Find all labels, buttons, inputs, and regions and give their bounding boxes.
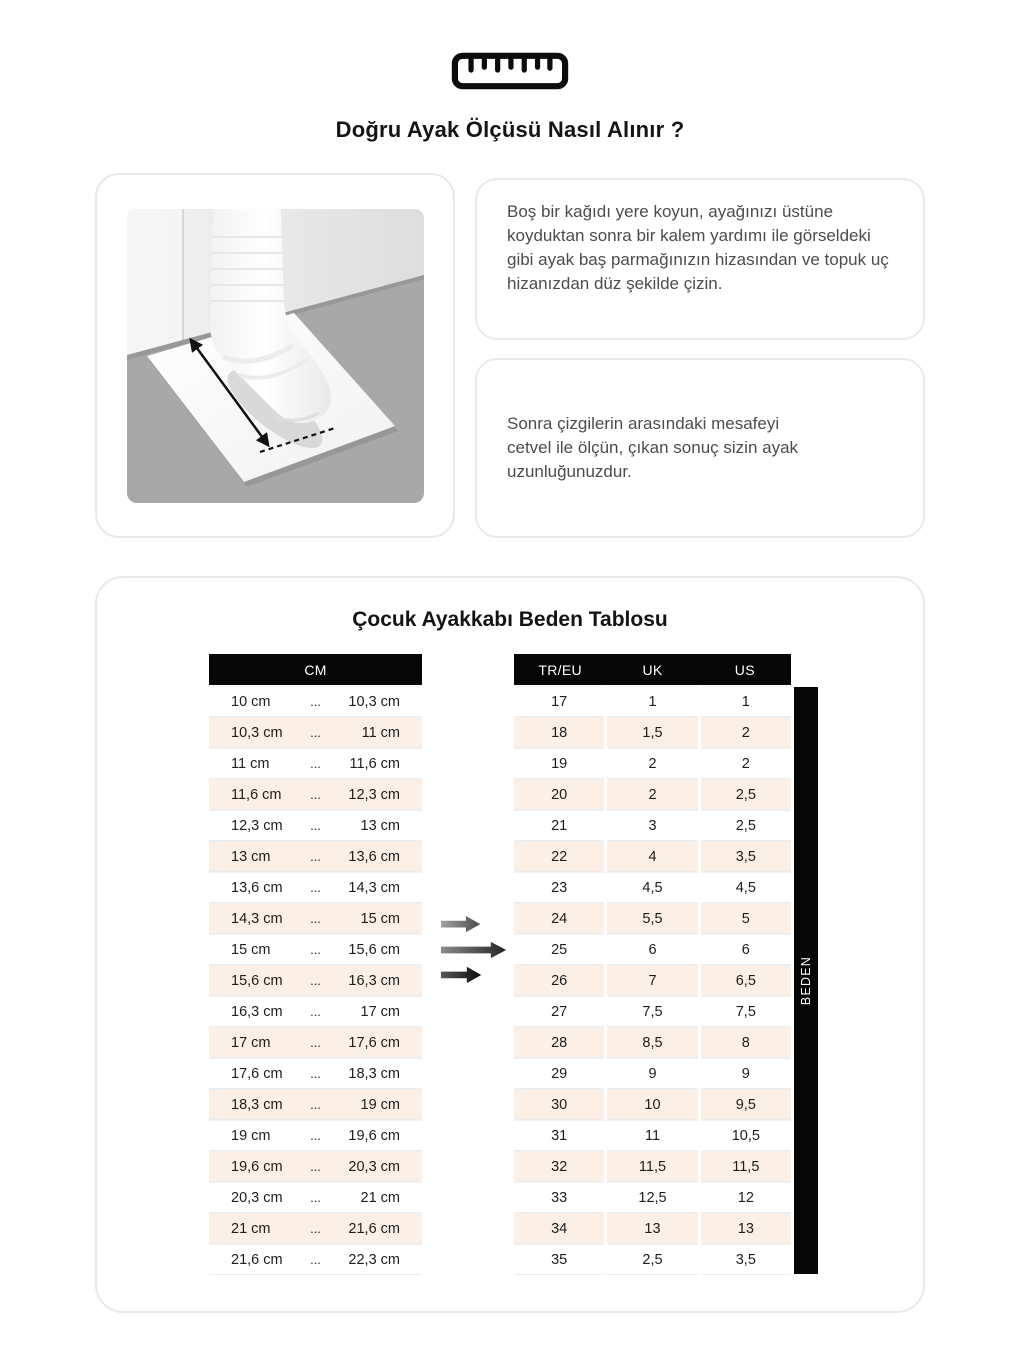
- size-row: [514, 1028, 791, 1057]
- cm-range-separator: ...: [310, 756, 321, 771]
- size-cell-us: 10,5: [701, 1121, 791, 1150]
- cm-range-separator: ...: [310, 1252, 321, 1267]
- size-cell-uk: 12,5: [607, 1183, 697, 1212]
- size-cell-tr-eu: 25: [514, 935, 604, 964]
- size-cell-uk: 2: [607, 780, 697, 809]
- size-block: [514, 654, 818, 1276]
- size-row: [514, 997, 791, 1026]
- cm-range-row: [209, 780, 422, 809]
- cm-range-from: 19,6 cm: [231, 1158, 283, 1175]
- foot-measurement-photo-card: [95, 173, 455, 538]
- cm-range-to: 14,3 cm: [348, 879, 400, 896]
- size-row: [514, 718, 791, 747]
- size-row: [514, 1214, 791, 1243]
- cm-range-separator: ...: [310, 818, 321, 833]
- size-cell-uk: 9: [607, 1059, 697, 1088]
- cm-range-from: 11 cm: [231, 755, 270, 772]
- size-cell-us: 2: [701, 718, 791, 747]
- cm-table-rows: [209, 687, 422, 1274]
- foot-measurement-photo: [127, 209, 424, 503]
- size-row: [514, 1121, 791, 1150]
- size-cell-tr-eu: 27: [514, 997, 604, 1026]
- cm-range-to: 12,3 cm: [348, 786, 400, 803]
- cm-range-to: 21 cm: [360, 1189, 400, 1206]
- cm-range-to: 19 cm: [360, 1096, 400, 1113]
- cm-range-from: 18,3 cm: [231, 1096, 283, 1113]
- ruler-icon: [449, 52, 571, 90]
- instruction-text-2: Sonra çizgilerin arasındaki mesafeyi cetvel ile ölçün, çıkan sonuç sizin ayak uzunluğunuzdur.: [507, 413, 799, 482]
- cm-range-separator: ...: [310, 787, 321, 802]
- cm-range-from: 21 cm: [231, 1220, 271, 1237]
- size-row: [514, 935, 791, 964]
- beden-vertical-label: BEDEN: [794, 687, 818, 1274]
- size-row: [514, 1090, 791, 1119]
- size-cell-tr-eu: 21: [514, 811, 604, 840]
- size-cell-tr-eu: 34: [514, 1214, 604, 1243]
- size-cell-us: 6: [701, 935, 791, 964]
- size-cell-us: 8: [701, 1028, 791, 1057]
- cm-range-row: [209, 842, 422, 871]
- cm-range-row: [209, 1183, 422, 1212]
- cm-range-separator: ...: [310, 849, 321, 864]
- cm-range-from: 15,6 cm: [231, 972, 283, 989]
- page-title: Doğru Ayak Ölçüsü Nasıl Alınır ?: [335, 117, 685, 142]
- size-cell-tr-eu: 20: [514, 780, 604, 809]
- size-cell-us: 2,5: [701, 780, 791, 809]
- size-cell-us: 3,5: [701, 1245, 791, 1274]
- cm-range-separator: ...: [310, 942, 321, 957]
- cm-range-to: 18,3 cm: [348, 1065, 400, 1082]
- size-table-header: [514, 654, 791, 685]
- cm-range-from: 16,3 cm: [231, 1003, 283, 1020]
- size-row: [514, 1152, 791, 1181]
- size-cell-tr-eu: 18: [514, 718, 604, 747]
- size-cell-uk: 11,5: [607, 1152, 697, 1181]
- size-cell-tr-eu: 35: [514, 1245, 604, 1274]
- cm-range-from: 10,3 cm: [231, 724, 283, 741]
- size-cell-tr-eu: 32: [514, 1152, 604, 1181]
- cm-range-to: 19,6 cm: [348, 1127, 400, 1144]
- cm-range-separator: ...: [310, 694, 321, 709]
- cm-range-to: 13 cm: [360, 817, 400, 834]
- cm-range-from: 20,3 cm: [231, 1189, 283, 1206]
- transfer-arrows-icon: [439, 914, 510, 991]
- size-cell-tr-eu: 30: [514, 1090, 604, 1119]
- size-cell-tr-eu: 28: [514, 1028, 604, 1057]
- size-cell-uk: 7: [607, 966, 697, 995]
- cm-range-from: 13,6 cm: [231, 879, 283, 896]
- cm-range-row: [209, 1245, 422, 1274]
- cm-range-to: 13,6 cm: [348, 848, 400, 865]
- size-cell-tr-eu: 31: [514, 1121, 604, 1150]
- size-cell-us: 4,5: [701, 873, 791, 902]
- size-table-section: [95, 576, 925, 1313]
- size-row: [514, 687, 791, 716]
- cm-range-separator: ...: [310, 1066, 321, 1081]
- size-table-rows: [514, 687, 791, 1274]
- cm-range-from: 11,6 cm: [231, 786, 282, 803]
- cm-range-to: 16,3 cm: [348, 972, 400, 989]
- cm-range-row: [209, 935, 422, 964]
- size-cell-uk: 8,5: [607, 1028, 697, 1057]
- size-cell-us: 2: [701, 749, 791, 778]
- size-table-title: Çocuk Ayakkabı Beden Tablosu: [352, 608, 668, 631]
- cm-range-to: 21,6 cm: [348, 1220, 400, 1237]
- size-cell-uk: 1: [607, 687, 697, 716]
- cm-range-separator: ...: [310, 725, 321, 740]
- cm-range-from: 19 cm: [231, 1127, 271, 1144]
- size-cell-us: 7,5: [701, 997, 791, 1026]
- cm-range-row: [209, 997, 422, 1026]
- cm-range-to: 15,6 cm: [348, 941, 400, 958]
- header-icon-wrap: [0, 0, 1020, 95]
- tables-row: [97, 654, 923, 1276]
- size-cell-uk: 4: [607, 842, 697, 871]
- size-cell-tr-eu: 23: [514, 873, 604, 902]
- size-cell-uk: 2,5: [607, 1245, 697, 1274]
- cm-range-separator: ...: [310, 1004, 321, 1019]
- size-cell-uk: 11: [607, 1121, 697, 1150]
- intro-section: [95, 173, 925, 538]
- size-cell-uk: 10: [607, 1090, 697, 1119]
- cm-range-to: 17,6 cm: [348, 1034, 400, 1051]
- size-cell-tr-eu: 17: [514, 687, 604, 716]
- cm-range-separator: ...: [310, 1159, 321, 1174]
- cm-range-separator: ...: [310, 1035, 321, 1050]
- cm-range-to: 22,3 cm: [348, 1251, 400, 1268]
- cm-range-to: 15 cm: [360, 910, 400, 927]
- cm-range-to: 11,6 cm: [349, 755, 400, 772]
- cm-range-row: [209, 966, 422, 995]
- size-row: [514, 873, 791, 902]
- cm-range-row: [209, 1152, 422, 1181]
- cm-range-row: [209, 873, 422, 902]
- header-us: US: [734, 661, 755, 678]
- size-cell-us: 12: [701, 1183, 791, 1212]
- size-cell-tr-eu: 22: [514, 842, 604, 871]
- header-tr-eu: TR/EU: [538, 661, 582, 678]
- cm-range-separator: ...: [310, 973, 321, 988]
- size-cell-us: 9: [701, 1059, 791, 1088]
- cm-range-from: 10 cm: [231, 693, 271, 710]
- size-row: [514, 811, 791, 840]
- size-cell-us: 9,5: [701, 1090, 791, 1119]
- size-cell-us: 11,5: [701, 1152, 791, 1181]
- size-cell-uk: 6: [607, 935, 697, 964]
- cm-range-from: 17,6 cm: [231, 1065, 283, 1082]
- instruction-card-2: [475, 358, 925, 538]
- size-cell-tr-eu: 24: [514, 904, 604, 933]
- size-cell-us: 5: [701, 904, 791, 933]
- size-cell-tr-eu: 19: [514, 749, 604, 778]
- cm-range-separator: ...: [310, 880, 321, 895]
- header-uk: UK: [642, 661, 663, 678]
- cm-range-to: 10,3 cm: [348, 693, 400, 710]
- size-cell-us: 1: [701, 687, 791, 716]
- cm-table-header: CM: [209, 654, 422, 685]
- cm-table: [209, 654, 422, 1276]
- cm-range-separator: ...: [310, 1190, 321, 1205]
- size-cell-uk: 1,5: [607, 718, 697, 747]
- size-cell-uk: 4,5: [607, 873, 697, 902]
- size-cell-tr-eu: 29: [514, 1059, 604, 1088]
- size-row: [514, 1059, 791, 1088]
- cm-range-separator: ...: [310, 1128, 321, 1143]
- cm-range-row: [209, 1214, 422, 1243]
- cm-range-row: [209, 1028, 422, 1057]
- size-cell-uk: 7,5: [607, 997, 697, 1026]
- size-row: [514, 1183, 791, 1212]
- size-cell-uk: 2: [607, 749, 697, 778]
- size-cell-us: 13: [701, 1214, 791, 1243]
- cm-range-separator: ...: [310, 1221, 321, 1236]
- size-row: [514, 1245, 791, 1274]
- size-cell-us: 2,5: [701, 811, 791, 840]
- size-cell-tr-eu: 26: [514, 966, 604, 995]
- cm-range-from: 15 cm: [231, 941, 271, 958]
- instruction-text-1: Boş bir kağıdı yere koyun, ayağınızı üstüne koyduktan sonra bir kalem yardımı ile görseldeki gibi ayak baş parmağınızın hizasından ve topuk uç hizanızdan düz şekilde çizin.: [507, 202, 889, 294]
- cm-range-from: 21,6 cm: [231, 1251, 283, 1268]
- cm-range-from: 13 cm: [231, 848, 271, 865]
- size-cell-uk: 5,5: [607, 904, 697, 933]
- cm-range-row: [209, 1059, 422, 1088]
- cm-range-to: 20,3 cm: [348, 1158, 400, 1175]
- cm-range-row: [209, 904, 422, 933]
- cm-range-row: [209, 687, 422, 716]
- cm-range-to: 17 cm: [360, 1003, 400, 1020]
- size-row: [514, 842, 791, 871]
- size-conversion-table: [514, 654, 791, 1276]
- size-cell-uk: 13: [607, 1214, 697, 1243]
- size-row: [514, 966, 791, 995]
- instruction-cards: [475, 178, 925, 538]
- size-cell-us: 6,5: [701, 966, 791, 995]
- instruction-card-1: [475, 178, 925, 340]
- cm-range-separator: ...: [310, 911, 321, 926]
- cm-range-row: [209, 1121, 422, 1150]
- cm-range-from: 17 cm: [231, 1034, 271, 1051]
- size-cell-tr-eu: 33: [514, 1183, 604, 1212]
- size-cell-us: 3,5: [701, 842, 791, 871]
- size-row: [514, 904, 791, 933]
- cm-range-from: 12,3 cm: [231, 817, 283, 834]
- cm-range-to: 11 cm: [361, 724, 400, 741]
- cm-range-row: [209, 1090, 422, 1119]
- cm-range-separator: ...: [310, 1097, 321, 1112]
- cm-range-row: [209, 718, 422, 747]
- size-row: [514, 749, 791, 778]
- size-cell-uk: 3: [607, 811, 697, 840]
- size-row: [514, 780, 791, 809]
- cm-range-from: 14,3 cm: [231, 910, 283, 927]
- cm-range-row: [209, 749, 422, 778]
- cm-range-row: [209, 811, 422, 840]
